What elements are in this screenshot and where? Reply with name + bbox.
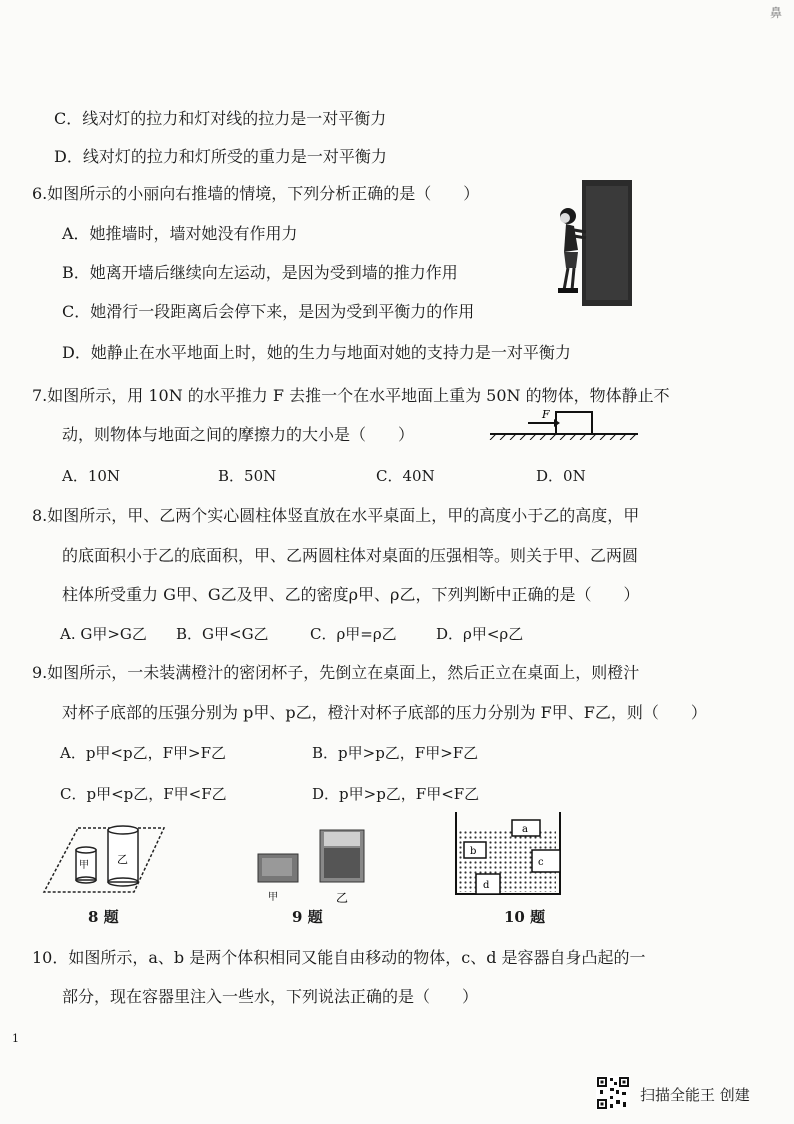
q9-option-a: A．p甲<p乙，F甲>F乙 <box>60 744 226 762</box>
q8-stem-line3: 柱体所受重力 G甲、G乙及甲、乙的密度ρ甲、ρ乙，下列判断中正确的是（ ） <box>62 585 640 604</box>
fig9-label-jia: 甲 <box>268 892 278 903</box>
q7-stem-line1: 7.如图所示，用 10N 的水平推力 F 去推一个在水平地面上重为 50N 的物体，物体静止不 <box>32 386 670 405</box>
page-number: 1 <box>12 1032 19 1045</box>
q6-option-c: C．她滑行一段距离后会停下来，是因为受到平衡力的作用 <box>62 302 475 321</box>
q6-option-d: D．她静止在水平地面上时，她的生力与地面对她的支持力是一对平衡力 <box>62 343 571 362</box>
qr-code-icon <box>596 1076 630 1110</box>
q5-option-d: D．线对灯的拉力和灯所受的重力是一对平衡力 <box>54 147 387 166</box>
q10-stem-line1: 10．如图所示，a、b 是两个体积相同又能自由移动的物体，c、d 是容器自身凸起的一 <box>32 948 646 967</box>
q7-stem-line2: 动，则物体与地面之间的摩擦力的大小是（ ） <box>62 425 415 444</box>
girl-pushing-wall-figure <box>552 180 634 308</box>
q9-option-b: B．p甲>p乙，F甲>F乙 <box>312 744 479 762</box>
q6-option-a: A．她推墙时，墙对她没有作用力 <box>62 224 298 243</box>
q9-stem-line1: 9.如图所示，一未装满橙汁的密闭杯子，先倒立在桌面上，然后正立在桌面上，则橙汁 <box>32 663 640 682</box>
fig9-label-yi: 乙 <box>336 891 349 904</box>
figure-10-caption: 10 题 <box>504 908 546 926</box>
fig8-label-jia: 甲 <box>79 860 89 871</box>
q8-stem-line1: 8.如图所示，甲、乙两个实心圆柱体竖直放在水平桌面上，甲的高度小于乙的高度，甲 <box>32 506 640 525</box>
q8-stem-line2: 的底面积小于乙的底面积，甲、乙两圆柱体对桌面的压强相等。则关于甲、乙两圆 <box>62 546 639 565</box>
figure-10-container <box>448 810 568 898</box>
q9-option-d: D．p甲>p乙，F甲<F乙 <box>312 785 480 803</box>
fig8-label-yi: 乙 <box>117 853 128 866</box>
q6-stem: 6.如图所示的小丽向右推墙的情境，下列分析正确的是（ ） <box>32 184 480 203</box>
figure-8-cylinders <box>42 818 166 896</box>
q7-option-a: A．10N <box>62 467 121 485</box>
q8-option-a: A. G甲>G乙 <box>60 625 147 643</box>
figure-9-cups <box>256 824 376 904</box>
fig10-label-d: d <box>483 880 490 891</box>
q9-option-c: C．p甲<p乙，F甲<F乙 <box>60 785 227 803</box>
corner-mark: 鼻 <box>769 6 782 20</box>
scanner-watermark: 扫描全能王 创建 <box>640 1086 750 1104</box>
q6-option-b: B．她离开墙后继续向左运动，是因为受到墙的推力作用 <box>62 263 458 282</box>
fig10-label-b: b <box>470 846 477 857</box>
q7-option-b: B．50N <box>218 467 277 485</box>
q10-stem-line2: 部分，现在容器里注入一些水，下列说法正确的是（ ） <box>62 987 479 1006</box>
q7-option-c: C．40N <box>376 467 435 485</box>
q8-option-b: B．G甲<G乙 <box>176 625 269 643</box>
figure-9-caption: 9 题 <box>292 908 323 926</box>
fig10-label-a: a <box>522 824 528 835</box>
figure-8-caption: 8 题 <box>88 908 119 926</box>
block-push-figure <box>488 404 640 440</box>
q8-option-d: D．ρ甲<ρ乙 <box>436 625 524 643</box>
q7-option-d: D．0N <box>536 467 586 485</box>
q5-option-c: C．线对灯的拉力和灯对线的拉力是一对平衡力 <box>54 109 387 128</box>
q9-stem-line2: 对杯子底部的压强分别为 p甲、p乙，橙汁对杯子底部的压力分别为 F甲、F乙，则（ ） <box>62 703 707 722</box>
fig10-label-c: c <box>538 857 544 868</box>
q8-option-c: C．ρ甲=ρ乙 <box>310 625 397 643</box>
force-label: F <box>542 408 550 421</box>
